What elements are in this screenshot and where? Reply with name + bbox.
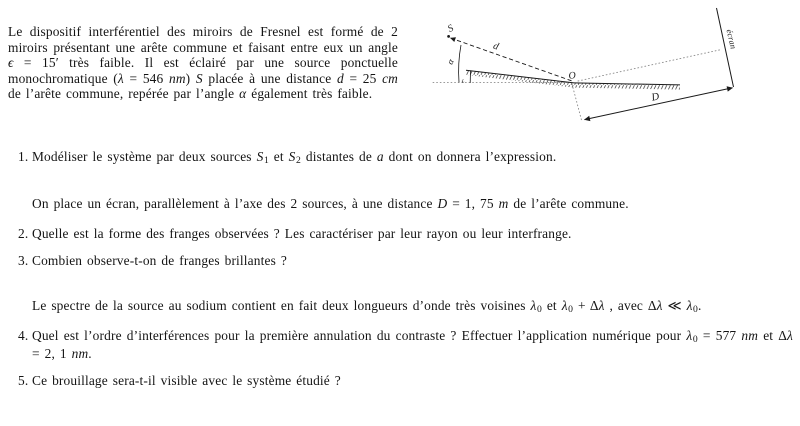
- list-item-2: [18, 226, 793, 242]
- epsilon-label: ϵ: [460, 77, 466, 85]
- diagram-svg: [430, 0, 800, 145]
- list-item-5: [18, 373, 793, 389]
- intro-paragraph: Le dispositif interférentiel des miroirs de Fresnel est formé de 2 miroirs présentant une arête commune et faisant entre eux un angle ϵ = 15′ très faible. Il est éclairé par une source ponctuelle monochromatique (λ = 546 nm) S placée à une distance d = 25 cm de l’arête commune, repérée par l’angle α également très faible.: [8, 24, 399, 101]
- alpha-label: α: [444, 57, 456, 67]
- item-number: 4.: [18, 328, 29, 343]
- item-text: Modéliser le système par deux sources S1 et S2 distantes de a dont on donnera l’expression.: [32, 149, 557, 167]
- note-screen-paragraph: On place un écran, parallèlement à l’axe des 2 sources, à une distance D = 1, 75 m de l’arête commune.: [32, 196, 629, 211]
- item-number: 2.: [18, 226, 29, 241]
- source-label: S: [445, 22, 456, 35]
- arete-drop-dotted-line: [572, 84, 582, 122]
- list-item-4: [18, 328, 793, 361]
- note-sodium-paragraph: Le spectre de la source au sodium contient en fait deux longueurs d’onde très voisines λ0 et λ0 + Δλ , avec Δλ ≪ λ0.: [32, 298, 702, 316]
- item-text: Ce brouillage sera-t-il visible avec le système étudié ?: [32, 373, 341, 388]
- left-mirror-hatching: [466, 70, 574, 87]
- distance-D-label: D: [650, 91, 661, 104]
- screen-ray-dotted-line: [578, 50, 722, 82]
- item-text: Combien observe-t-on de franges brillantes ?: [32, 253, 287, 268]
- fresnel-mirrors-diagram: [430, 0, 800, 145]
- distance-D-arrow: [585, 88, 733, 120]
- list-item-3: [18, 253, 793, 269]
- item-number: 5.: [18, 373, 29, 388]
- item-text: Quelle est la forme des franges observées ? Les caractériser par leur rayon ou leur interfrange.: [32, 226, 572, 241]
- alpha-angle-arc: [459, 45, 461, 82]
- list-item-1: [18, 149, 793, 167]
- screen-label: écran: [724, 28, 739, 51]
- item-text: Quel est l’ordre d’interférences pour la première annulation du contraste ? Effectuer l’application numérique pour λ0 = 577 nm et Δλ = 2, 1 nm.: [32, 328, 793, 361]
- item-number: 1.: [18, 149, 29, 164]
- source-point: [447, 35, 450, 38]
- arete-origin-label: O: [567, 70, 577, 82]
- distance-d-label: d: [491, 40, 501, 53]
- item-number: 3.: [18, 253, 29, 268]
